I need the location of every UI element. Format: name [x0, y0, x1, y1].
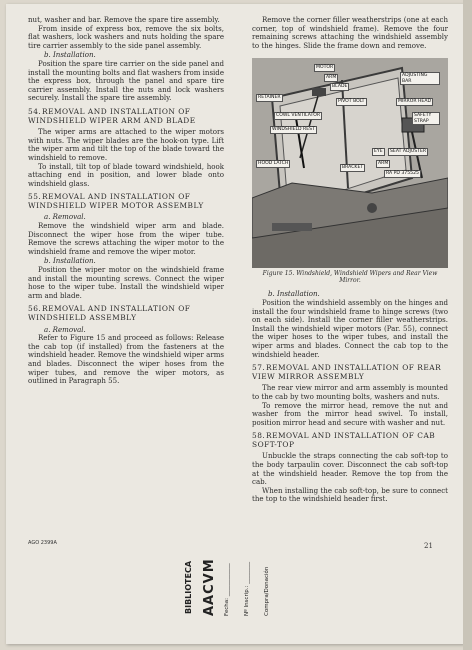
- subheading: b. Installation.: [268, 289, 320, 299]
- paragraph: Position the windshield assembly on the hinges and install the four windshield frame to hinge screws (two on each side). Install the corner filler weatherstrips. Install the windshield wiper motors (Par. 55), connect the wiper hoses to the wiper tubes, and install the wiper arms and blades. Connect the cab top to the windshield header.: [252, 297, 448, 359]
- paragraph: Remove the windshield wiper arm and blade. Disconnect the wiper hose from the wiper tube. Remove the screws attaching the wiper motor to the windshield frame and remove the wiper motor.: [28, 221, 224, 256]
- paragraph: To install, tilt top of blade toward windshield, hook attaching end in position, and lower blade onto windshield glass.: [28, 161, 224, 188]
- paragraph: The rear view mirror and arm assembly is mounted to the cab by two mounting bolts, washers and nuts.: [252, 383, 448, 401]
- label-arm-2: ARM: [378, 161, 389, 167]
- label-retainer: RETAINER: [258, 95, 281, 101]
- right-column: [252, 16, 448, 504]
- paragraph: Position the wiper motor on the windshield frame and install the mounting screws. Connect the wiper hose to the wiper tube. Install the windshield wiper arm and blade.: [28, 265, 224, 300]
- label-safety-strap: SAFETY STRAP: [412, 112, 440, 124]
- label-hood-latch: HOOD LATCH: [258, 161, 289, 167]
- section-heading: [28, 305, 224, 322]
- document-page: [6, 4, 464, 644]
- section-title: REMOVAL AND INSTALLATION OF WINDSHIELD WIPER ARM AND BLADE: [28, 106, 196, 125]
- paragraph: To remove the mirror head, remove the nut and washer from the mirror head swivel. To install, position mirror head and secure with washer and nut.: [252, 400, 448, 427]
- library-stamp-line3: Fecha: ____________: [224, 563, 230, 616]
- label-windshield-rest: WINDSHIELD REST: [272, 127, 315, 133]
- label-blade: BLADE: [332, 84, 348, 90]
- paragraph: nut, washer and bar. Remove the spare tire assembly.: [28, 15, 220, 24]
- paragraph: Unbuckle the straps connecting the cab soft-top to the body tarpaulin cover. Disconnect the cab soft-top at the windshield header. Remove the top from the cab.: [252, 451, 448, 487]
- subheading: a. Removal.: [44, 212, 86, 222]
- section-heading: [28, 193, 224, 210]
- section-number: 54.: [28, 106, 42, 116]
- figure-15-illustration: [252, 58, 448, 268]
- page-number: 21: [424, 542, 433, 550]
- paragraph: Refer to Figure 15 and proceed as follows: Release the cab top (if installed) from the fasteners at the windshield header. Remove the windshield wiper arms and blades. Disconnect the wiper hoses from the wiper tubes, and remove the wiper motors, as outlined in Paragraph 55.: [28, 333, 224, 386]
- label-eye: EYE: [374, 149, 383, 155]
- subheading: a. Removal.: [44, 324, 86, 334]
- right-column-top: [252, 16, 448, 50]
- section-title: REMOVAL AND INSTALLATION OF CAB SOFT-TOP: [252, 431, 436, 449]
- subheading: b. Installation.: [44, 50, 96, 60]
- paragraph: The wiper arms are attached to the wiper motors with nuts. The wiper blades are the hook-on type. Lift the wiper arm and tilt the top of the blade toward the windshield to remove.: [28, 127, 224, 162]
- section-title: REMOVAL AND INSTALLATION OF REAR VIEW MIRROR ASSEMBLY: [252, 363, 442, 381]
- figure-caption: Figure 15. Windshield, Windshield Wipers and Rear View Mirror.: [262, 270, 438, 285]
- paragraph: Position the spare tire carrier on the side panel and install the mounting bolts and flat washers from inside the express box, through the panel and spare tire carrier assembly. Install the nuts and lock washers securely. Install the spare tire assembly.: [28, 58, 224, 103]
- label-seat-adjuster: SEAT ADJUSTER: [390, 149, 427, 155]
- label-adjusting-bar: ADJUSTING BAR: [400, 72, 440, 84]
- subheading: b. Installation.: [44, 256, 96, 266]
- section-title: REMOVAL AND INSTALLATION OF WINDSHIELD WIPER MOTOR ASSEMBLY: [28, 192, 204, 210]
- paragraph: From inside of express box, remove the six bolts, flat washers, lock washers and nuts holding the spare tire carrier assembly to the side panel assembly.: [28, 23, 224, 50]
- page-edge: [463, 0, 472, 650]
- library-stamp-line5: Compra/Donación: [264, 566, 270, 616]
- section-number: 57.: [252, 363, 266, 373]
- paragraph: Remove the corner filler weatherstrips (one at each corner, top of windshield frame). Remove the four remaining screws attaching the windshield assembly to the hinges. Slide the frame down and remove.: [252, 15, 448, 50]
- footer-code: AGO 2399A: [28, 540, 57, 546]
- section-heading: [252, 364, 448, 381]
- section-number: 58.: [252, 431, 266, 441]
- label-bracket: BRACKET: [342, 165, 364, 171]
- label-motor: MOTOR: [316, 65, 334, 71]
- label-cowl-ventilator: COWL VENTILATOR: [276, 113, 321, 119]
- library-stamp-line1: BIBLIOTECA: [184, 560, 193, 614]
- section-number: 56.: [28, 304, 42, 314]
- right-column-bottom: [252, 290, 448, 504]
- library-stamp-line2: AACVM: [202, 558, 217, 616]
- label-ra-pd: RA PD 375525: [386, 171, 419, 177]
- section-number: 55.: [28, 192, 42, 202]
- label-arm: ARM: [326, 75, 337, 81]
- section-heading: [28, 108, 224, 125]
- library-stamp-line4: Nº Inscrip.: ________: [244, 561, 250, 616]
- label-mirror-head: MIRROR HEAD: [398, 99, 432, 105]
- label-pivot-bolt: PIVOT BOLT: [338, 99, 365, 105]
- section-title: REMOVAL AND INSTALLATION OF WINDSHIELD ASSEMBLY: [28, 304, 191, 322]
- paragraph: When installing the cab soft-top, be sure to connect the top to the windshield header first.: [252, 485, 448, 504]
- section-heading: [252, 432, 448, 449]
- left-column: [28, 16, 224, 386]
